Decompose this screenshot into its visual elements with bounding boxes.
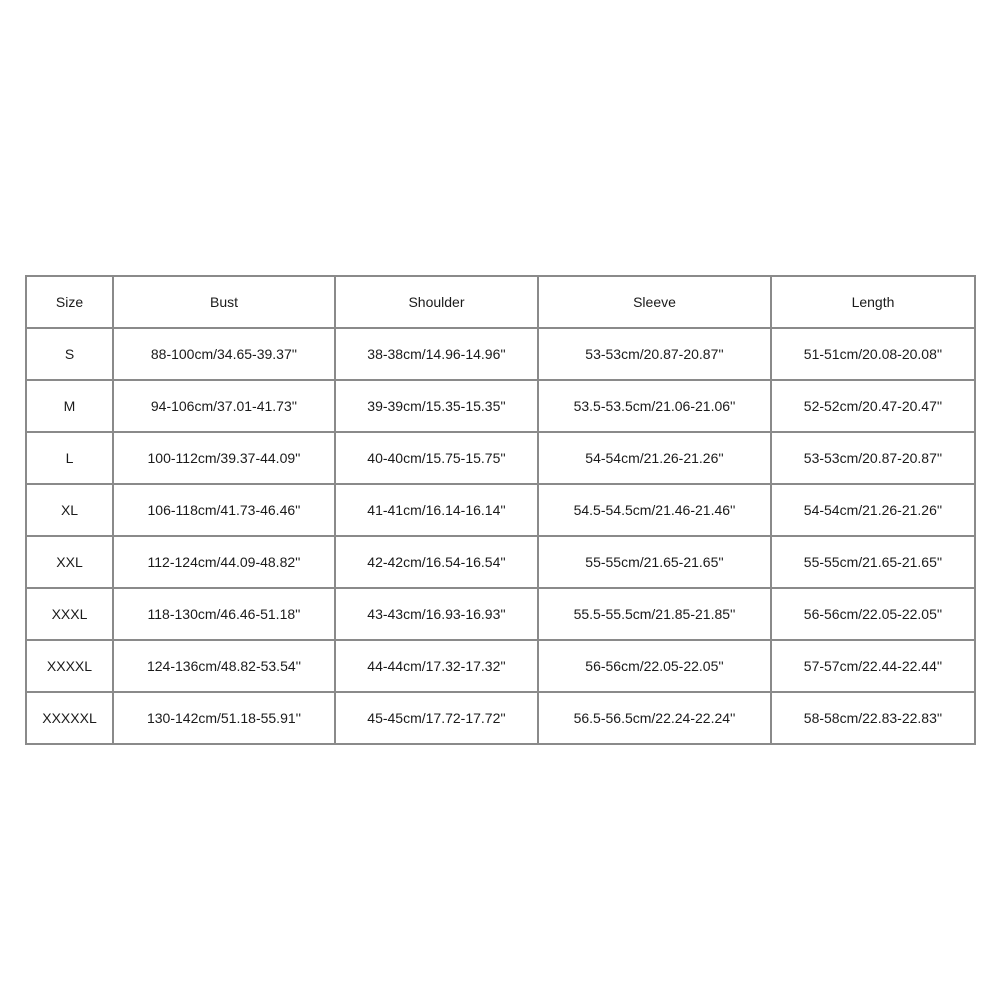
cell-size: M	[26, 380, 113, 432]
header-bust: Bust	[113, 276, 335, 328]
cell-length: 51-51cm/20.08-20.08''	[771, 328, 975, 380]
cell-size: XXXXXL	[26, 692, 113, 744]
cell-length: 58-58cm/22.83-22.83''	[771, 692, 975, 744]
cell-length: 53-53cm/20.87-20.87''	[771, 432, 975, 484]
table-row	[26, 640, 975, 692]
cell-sleeve: 54-54cm/21.26-21.26''	[538, 432, 771, 484]
table-row	[26, 536, 975, 588]
cell-sleeve: 55.5-55.5cm/21.85-21.85''	[538, 588, 771, 640]
cell-length: 52-52cm/20.47-20.47''	[771, 380, 975, 432]
cell-size: XXXL	[26, 588, 113, 640]
table-row	[26, 588, 975, 640]
cell-sleeve: 55-55cm/21.65-21.65''	[538, 536, 771, 588]
header-shoulder: Shoulder	[335, 276, 538, 328]
cell-shoulder: 38-38cm/14.96-14.96''	[335, 328, 538, 380]
cell-shoulder: 44-44cm/17.32-17.32''	[335, 640, 538, 692]
cell-length: 57-57cm/22.44-22.44''	[771, 640, 975, 692]
cell-bust: 124-136cm/48.82-53.54''	[113, 640, 335, 692]
cell-sleeve: 56.5-56.5cm/22.24-22.24''	[538, 692, 771, 744]
cell-size: S	[26, 328, 113, 380]
size-chart-table	[25, 275, 976, 745]
cell-length: 56-56cm/22.05-22.05''	[771, 588, 975, 640]
cell-shoulder: 39-39cm/15.35-15.35''	[335, 380, 538, 432]
cell-bust: 106-118cm/41.73-46.46''	[113, 484, 335, 536]
cell-size: XXXXL	[26, 640, 113, 692]
cell-shoulder: 40-40cm/15.75-15.75''	[335, 432, 538, 484]
table-row	[26, 380, 975, 432]
cell-bust: 100-112cm/39.37-44.09''	[113, 432, 335, 484]
cell-size: XXL	[26, 536, 113, 588]
table-row	[26, 692, 975, 744]
cell-length: 54-54cm/21.26-21.26''	[771, 484, 975, 536]
table-row	[26, 432, 975, 484]
cell-sleeve: 53.5-53.5cm/21.06-21.06''	[538, 380, 771, 432]
cell-shoulder: 43-43cm/16.93-16.93''	[335, 588, 538, 640]
cell-shoulder: 41-41cm/16.14-16.14''	[335, 484, 538, 536]
cell-sleeve: 53-53cm/20.87-20.87''	[538, 328, 771, 380]
header-size: Size	[26, 276, 113, 328]
cell-size: XL	[26, 484, 113, 536]
cell-size: L	[26, 432, 113, 484]
cell-sleeve: 54.5-54.5cm/21.46-21.46''	[538, 484, 771, 536]
header-row	[26, 276, 975, 328]
cell-bust: 112-124cm/44.09-48.82''	[113, 536, 335, 588]
cell-shoulder: 42-42cm/16.54-16.54''	[335, 536, 538, 588]
header-sleeve: Sleeve	[538, 276, 771, 328]
header-length: Length	[771, 276, 975, 328]
cell-sleeve: 56-56cm/22.05-22.05''	[538, 640, 771, 692]
cell-length: 55-55cm/21.65-21.65''	[771, 536, 975, 588]
table-body	[26, 328, 975, 744]
cell-bust: 94-106cm/37.01-41.73''	[113, 380, 335, 432]
cell-shoulder: 45-45cm/17.72-17.72''	[335, 692, 538, 744]
table-header	[26, 276, 975, 328]
table-row	[26, 484, 975, 536]
cell-bust: 88-100cm/34.65-39.37''	[113, 328, 335, 380]
cell-bust: 130-142cm/51.18-55.91''	[113, 692, 335, 744]
cell-bust: 118-130cm/46.46-51.18''	[113, 588, 335, 640]
table-row	[26, 328, 975, 380]
